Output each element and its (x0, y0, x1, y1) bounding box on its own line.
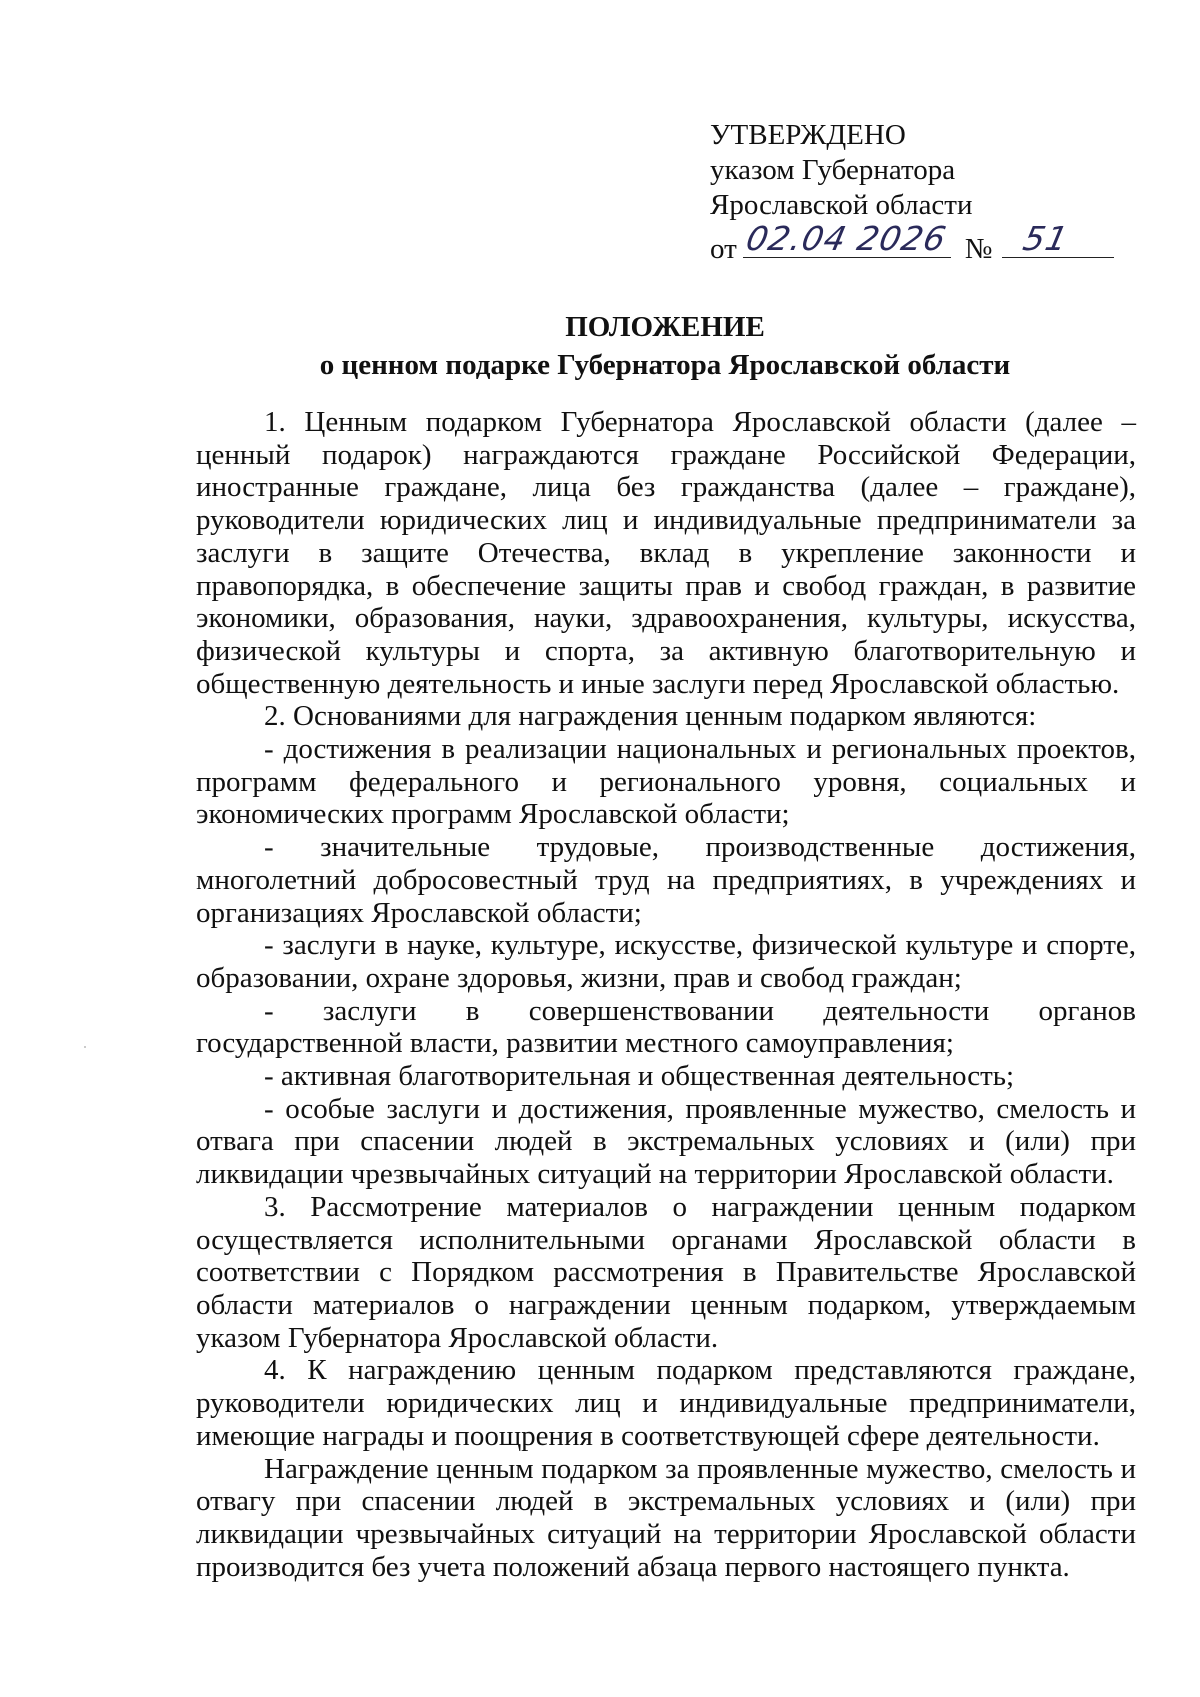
paragraph-2: 2. Основаниями для награждения ценным подарком являются: (264, 700, 1037, 733)
document-body (196, 406, 1136, 1583)
handwritten-number: 51 (1020, 219, 1073, 258)
document-title: ПОЛОЖЕНИЕ (565, 311, 765, 343)
paragraph-2-item-6: - особые заслуги и достижения, проявленные мужество, смелость и отвага при спасении людей в экстремальных условиях и (или) при ликвидации чрезвычайных ситуаций на территории Ярославской области. (196, 1092, 1136, 1191)
approval-heading: УТВЕРЖДЕНО (710, 119, 906, 151)
paragraph-3: 3. Рассмотрение материалов о награждении ценным подарком осуществляется исполнительными органами Ярославской области в соответствии с Порядком рассмотрения в Правительстве Ярославской области материалов о награждении ценным подарком, утверждаемым указом Губернатора Ярославской области. (196, 1190, 1136, 1354)
paragraph-2-item-4: - заслуги в совершенствовании деятельности органов государственной власти, развитии местного самоуправления; (196, 994, 1136, 1060)
paragraph-4-note: Награждение ценным подарком за проявленные мужество, смелость и отвагу при спасении людей в экстремальных условиях и (или) при ликвидации чрезвычайных ситуаций на территории Ярославской области производится без учета положений абзаца первого настоящего пункта. (196, 1452, 1136, 1583)
number-sign: № (964, 233, 993, 265)
paragraph-2-item-5: - активная благотворительная и общественная деятельность; (264, 1060, 1015, 1093)
date-prefix: от (710, 233, 737, 265)
date-field (742, 219, 951, 258)
document-subtitle: о ценном подарке Губернатора Ярославской области (319, 349, 1011, 381)
scan-speck (84, 1046, 86, 1048)
paragraph-2-item-2: - значительные трудовые, производственные достижения, многолетний добросовестный труд на предприятиях, в учреждениях и организациях Ярославской области; (196, 831, 1136, 929)
approval-region-line: Ярославской области (710, 189, 973, 221)
paragraph-4: 4. К награждению ценным подарком представляются граждане, руководители юридических лиц и индивидуальные предприниматели, имеющие награды и поощрения в соответствующей сфере деятельности. (196, 1354, 1136, 1452)
paragraph-2-item-1: - достижения в реализации национальных и региональных проектов, программ федерального и регионального уровня, социальных и экономических программ Ярославской области; (196, 733, 1136, 831)
handwritten-date: 02.04 2026 (742, 219, 950, 258)
approval-decree-line: указом Губернатора (710, 154, 956, 186)
approval-date-number-row (710, 219, 1130, 267)
paragraph-1: 1. Ценным подарком Губернатора Ярославской области (далее – ценный подарок) награждаются граждане Российской Федерации, иностранные граждане, лица без гражданства (далее – граждане), руководители юридических лиц и индивидуальные предприниматели за заслуги в защите Отечества, вклад в укрепление законности и правопорядка, в обеспечение защиты прав и свобод граждан, в развитие экономики, образования, науки, здравоохранения, культуры, искусства, физической культуры и спорта, за активную благотворительную и общественную деятельность и иные заслуги перед Ярославской областью. (196, 406, 1136, 700)
approval-stamp-block (710, 118, 1130, 267)
number-field (1002, 219, 1114, 258)
paragraph-2-item-3: - заслуги в науке, культуре, искусстве, физической культуре и спорте, образовании, охране здоровья, жизни, прав и свобод граждан; (196, 929, 1136, 994)
